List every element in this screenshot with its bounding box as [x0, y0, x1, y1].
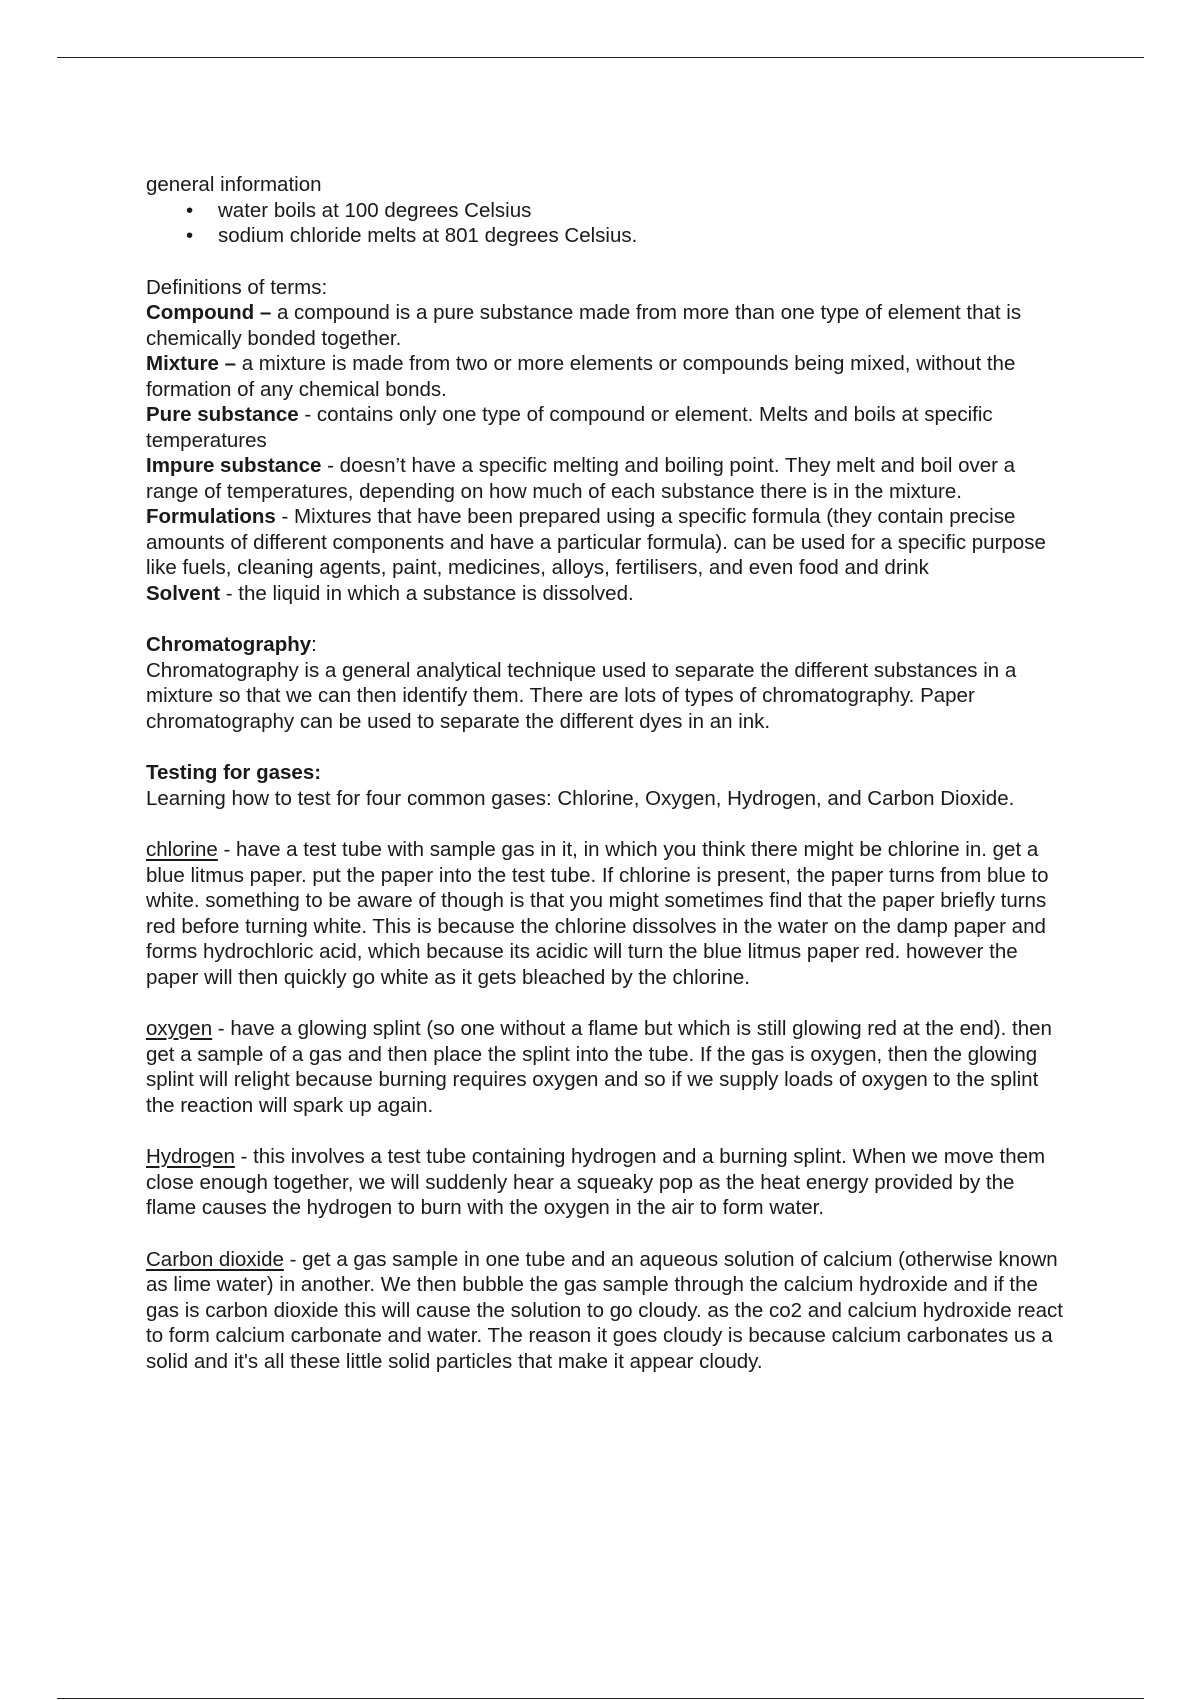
definition-term: Solvent — [146, 581, 221, 605]
general-info-list — [146, 198, 1066, 249]
definition-text: - doesn’t have a specific melting and boiling point. They melt and boil over a range of temperatures, depending on how much of each substance there is in the mixture. — [146, 454, 1016, 503]
list-item-text: water boils at 100 degrees Celsius — [218, 198, 532, 222]
list-item — [186, 223, 1066, 249]
bullet-icon: • — [186, 224, 194, 247]
definition-term: Formulations — [146, 505, 276, 528]
chromatography-text: Chromatography is a general analytical technique used to separate the different substances in a mixture so that we can then identify them. There are lots of types of chromatography. Paper chromatography can be used to separate the different dyes in an ink. — [146, 658, 1017, 733]
definition-impure-substance — [146, 453, 1066, 504]
definition-term: Mixture – — [146, 352, 236, 375]
definition-text: - the liquid in which a substance is dissolved. — [220, 581, 634, 605]
gas-test-hydrogen — [146, 1144, 1066, 1221]
definitions-title: Definitions of terms: — [146, 275, 328, 299]
list-item-text: sodium chloride melts at 801 degrees Celsius. — [218, 224, 638, 247]
definition-text: a mixture is made from two or more elements or compounds being mixed, without the formation of any chemical bonds. — [146, 352, 1016, 401]
gas-name: oxygen — [146, 1017, 213, 1040]
gas-name: Hydrogen — [146, 1145, 235, 1168]
gas-test-text: - have a test tube with sample gas in it, in which you think there might be chlorine in. get a blue litmus paper. put the paper into the test tube. If chlorine is present, the paper turns from blue to white. something to be aware of though is that you might sometimes find that the paper briefly turns red before turning white. This is because the chlorine dissolves in the water on the damp paper and forms hydrochloric acid, which because its acidic will turn the blue litmus paper red. however the paper will then quickly go white as it gets bleached by the chlorine. — [146, 838, 1049, 989]
gas-test-text: - this involves a test tube containing hydrogen and a burning splint. When we move them close enough together, we will suddenly hear a squeaky pop as the heat energy provided by the flame causes the hydrogen to burn with the oxygen in the air to form water. — [146, 1145, 1046, 1219]
footer-rule — [57, 1698, 1144, 1699]
definition-term: Impure substance — [146, 454, 322, 477]
bullet-icon: • — [186, 198, 194, 222]
definition-text: - Mixtures that have been prepared using a specific formula (they contain precise amounts of different components and have a particular formula). can be used for a specific purpose like fuels, cleaning agents, paint, medicines, alloys, fertilisers, and even food and drink — [146, 505, 1046, 579]
gas-test-oxygen — [146, 1016, 1066, 1118]
definition-mixture — [146, 351, 1066, 402]
gas-name: Carbon dioxide — [146, 1247, 284, 1271]
definition-term: Compound – — [146, 301, 272, 324]
gas-test-carbon-dioxide — [146, 1247, 1066, 1375]
definition-text: - contains only one type of compound or element. Melts and boils at specific temperatures — [146, 403, 993, 452]
gases-intro: Learning how to test for four common gases: Chlorine, Oxygen, Hydrogen, and Carbon Dioxide. — [146, 786, 1015, 810]
chromatography-heading — [146, 632, 1066, 658]
definition-solvent — [146, 581, 1066, 607]
chromatography-colon: : — [311, 633, 317, 656]
chromatography-title: Chromatography — [146, 633, 312, 656]
document-body — [146, 172, 1066, 1374]
gas-name: chlorine — [146, 838, 218, 861]
gas-test-chlorine — [146, 837, 1066, 990]
gas-test-text: - have a glowing splint (so one without a flame but which is still glowing red at the end). then get a sample of a gas and then place the splint into the tube. If the gas is oxygen, then the glowing splint will relight because burning requires oxygen and so if we supply loads of oxygen to the splint the reaction will spark up again. — [146, 1017, 1052, 1117]
general-info-title: general information — [146, 173, 322, 196]
gas-test-text: - get a gas sample in one tube and an aqueous solution of calcium (otherwise known as lime water) in another. We then bubble the gas sample through the calcium hydroxide and if the gas is carbon dioxide this will cause the solution to go cloudy. as the co2 and calcium hydroxide react to form calcium carbonate and water. The reason it goes cloudy is because calcium carbonates us a solid and it's all these little solid particles that make it appear cloudy. — [146, 1247, 1063, 1373]
gases-title: Testing for gases: — [146, 761, 322, 784]
definition-text: a compound is a pure substance made from more than one type of element that is chemically bonded together. — [146, 301, 1022, 350]
definition-formulations — [146, 504, 1066, 581]
definition-pure-substance — [146, 402, 1066, 453]
definition-term: Pure substance — [146, 403, 299, 426]
header-rule — [57, 57, 1144, 58]
list-item — [186, 198, 1066, 224]
definition-compound — [146, 300, 1066, 351]
